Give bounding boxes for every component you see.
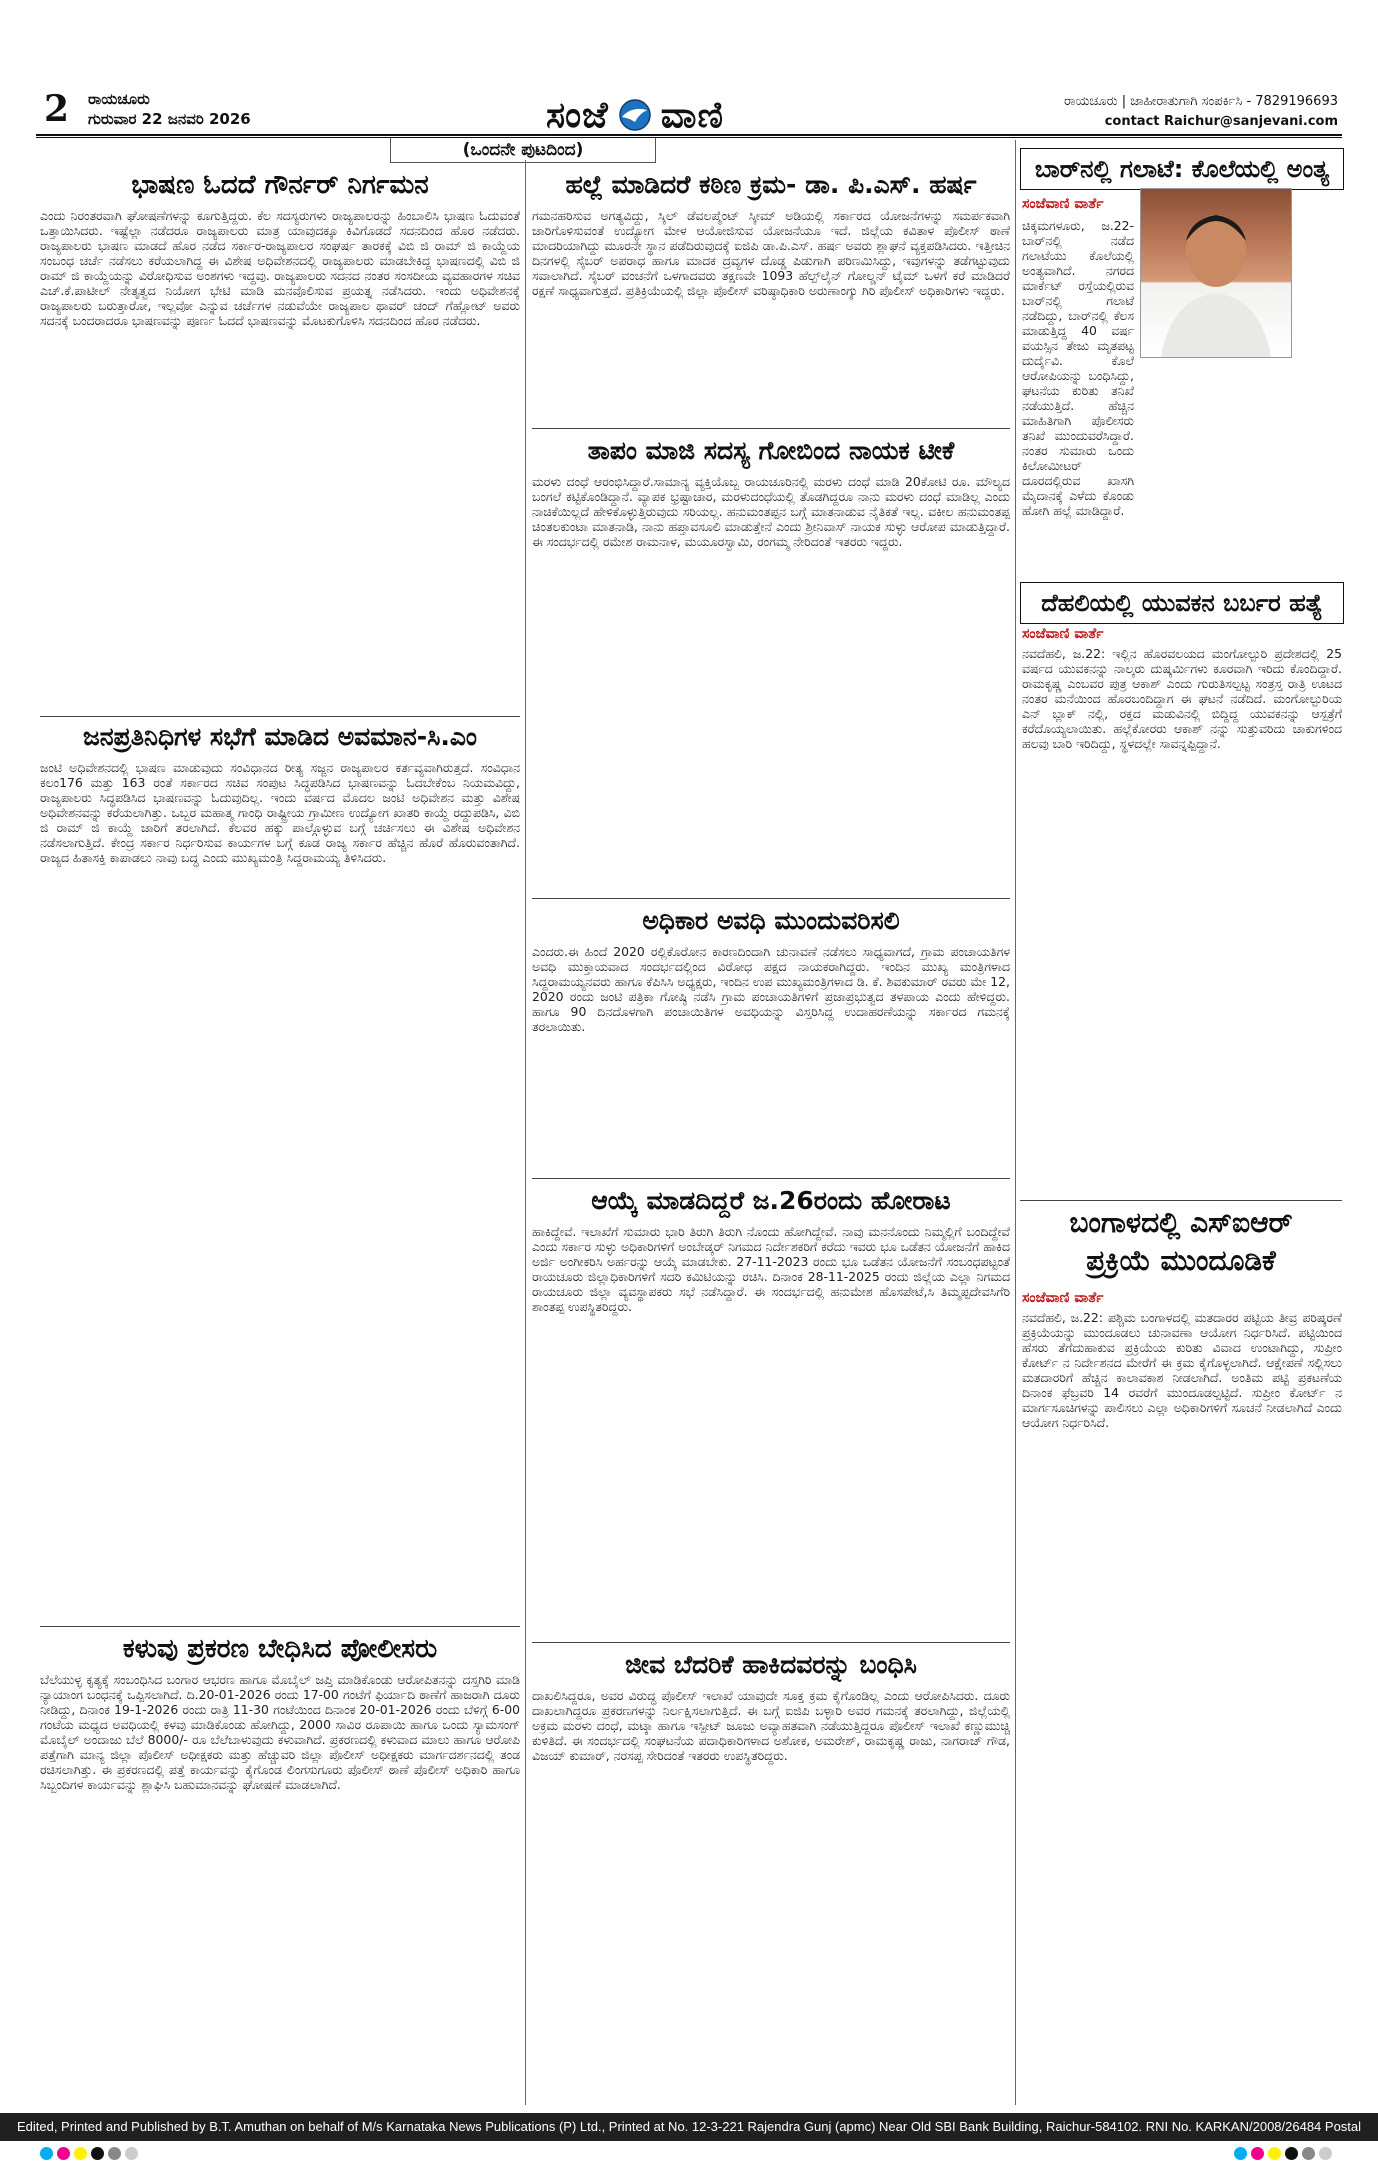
article-bengal-sir-body: ನವದೆಹಲಿ, ಜ.22: ಪಶ್ಚಿಮ ಬಂಗಾಳದಲ್ಲಿ ಮತದಾರರ ಪಟ್ಟಿಯ ತೀವ್ರ ಪರಿಷ್ಕರಣೆ ಪ್ರಕ್ರಿಯೆಯನ್ನು ಮುಂದೂಡಲು ಚುನಾವಣಾ ಆಯೋಗ ನಿರ್ಧರಿಸಿದೆ. ಪಟ್ಟಿಯಿಂದ ಹೆಸರು ತೆಗೆದುಹಾಕುವ ಪ್ರಕ್ರಿಯೆಯ ಕುರಿತು ವಿವಾದ ಉಂಟಾಗಿದ್ದು, ಸುಪ್ರೀಂ ಕೋರ್ಟ್ ನ ನಿರ್ದೇಶನದ ಮೇರೆಗೆ ಈ ಕ್ರಮ ಕೈಗೊಳ್ಳಲಾಗಿದೆ. ಆಕ್ಷೇಪಣೆ ಸಲ್ಲಿಸಲು ಮತದಾರರಿಗೆ ಹೆಚ್ಚಿನ ಕಾಲಾವಕಾಶ ನೀಡಲಾಗಿದೆ. ಅಂತಿಮ ಪಟ್ಟಿ ಪ್ರಕಟಣೆಯ ದಿನಾಂಕ ಫೆಬ್ರವರಿ 14 ರವರೆಗೆ ಮುಂದೂಡಲ್ಪಟ್ಟಿದೆ. ಸುಪ್ರೀಂ ಕೋರ್ಟ್ ನ ಮಾರ್ಗಸೂಚಿಗಳನ್ನು ಪಾಲಿಸಲು ಎಲ್ಲಾ ಅಧಿಕಾರಿಗಳಿಗೆ ಸೂಚನೆ ನೀಡಲಾಗಿದೆ ಎಂದು ಆಯೋಗ ನಿರ್ಧರಿಸಿದೆ. (1022, 1310, 1342, 1430)
column-rule-1 (525, 160, 526, 2105)
headline-assault-action: ಹಲ್ಲೆ ಮಾಡಿದರೆ ಕಠಿಣ ಕ್ರಮ- ಡಾ. ಪಿ.ಎಸ್. ಹರ್ಷ (565, 170, 977, 199)
imprint-footer: Edited, Printed and Published by B.T. Amuthan on behalf of M/s Karnataka News Publications (P) Ltd., Printed at No. 12-3-221 Rajendra Gunj (apmc) Near Old SBI Bank Building, Raichur-584102. RNI No. KARKAN/2008/26484 Postal Regd No. 52/2012-2014 (0, 2113, 1378, 2141)
logo-left-text: ಸಂಜೆ (545, 93, 609, 136)
logo-right-text: ವಾಣಿ (660, 93, 724, 136)
light-grey-dot (1319, 2147, 1332, 2160)
headline-gobinda-nayak: ತಾಪಂ ಮಾಜಿ ಸದಸ್ಯ ಗೋಬಿಂದ ನಾಯಕ ಟೀಕೆ (587, 436, 955, 465)
person-portrait-icon (1141, 189, 1291, 357)
grey-dot (108, 2147, 121, 2160)
article-governor-exit-body: ಎಂದು ನಿರಂತರವಾಗಿ ಘೋಷಣೆಗಳನ್ನು ಕೂಗುತ್ತಿದ್ದರು. ಕೆಲ ಸದಸ್ಯರುಗಳು ರಾಜ್ಯಪಾಲರನ್ನು ಹಿಂಬಾಲಿಸಿ ಭಾಷಣ ಓದುವಂತೆ ಒತ್ತಾಯಿಸಿದರು. ಇಷ್ಟೆಲ್ಲಾ ನಡೆದರೂ ರಾಜ್ಯಪಾಲರು ಮಾತ್ರ ಯಾವುದಕ್ಕೂ ಕಿವಿಗೊಡದೆ ಸದನದಿಂದ ಹೊರ ನಡೆದರು. ರಾಜ್ಯಪಾಲರು ಭಾಷಣ ಮಾಡದೆ ಹೊರ ನಡೆದ ಸರ್ಕಾರ-ರಾಜ್ಯಪಾಲರ ಸಂಘರ್ಷ ತಾರಕಕ್ಕೆ ವಿಬಿ ಜಿ ರಾಮ್ ಜಿ ಕಾಯ್ದೆಯ ಸಂಬಂಧ ಚರ್ಚೆ ನಡೆಸಲು ಕರೆಯಲಾಗಿದ್ದ ಈ ವಿಶೇಷ ಅಧಿವೇಶನದಲ್ಲಿ ರಾಜ್ಯಪಾಲರು ಮಾಡಬೇಕಿದ್ದ ಭಾಷಣದಲ್ಲಿ ವಿಬಿ ಜಿ ರಾಮ್ ಜಿ ಕಾಯ್ದೆಯನ್ನು ವಿರೋಧಿಸುವ ಅಂಶಗಳು ಇದ್ದವು. ರಾಜ್ಯಪಾಲರು ಸದನದ ನಂತರ ಸಂಸದೀಯ ವ್ಯವಹಾರಗಳ ಸಚಿವ ಎಚ್.ಕೆ.ಪಾಟೀಲ್ ನೇತೃತ್ವದ ನಿಯೋಗ ಭೇಟಿ ಮಾಡಿ ಮನವೊಲಿಸುವ ಪ್ರಯತ್ನ ನಡೆಸಿದರು. ಇಂದು ಅಧಿವೇಶನಕ್ಕೆ ರಾಜ್ಯಪಾಲರು ಬರುತ್ತಾರೋ, ಇಲ್ಲವೋ ಎನ್ನುವ ಚರ್ಚೆಗಳ ನಡುವೆಯೇ ರಾಜ್ಯಪಾಲ ಥಾವರ್ ಚಂದ್ ಗೆಹ್ಲೋಟ್ ಅವರು ಸದನಕ್ಕೆ ಬಂದರಾದರೂ ಭಾಷಣವನ್ನು ಪೂರ್ಣ ಓದದೆ ಭಾಷಣವನ್ನು ಮೊಟಕುಗೊಳಿಸಿ ಸದನದಿಂದ ಹೊರ ನಡೆದರು. (40, 208, 520, 328)
yellow-dot (1268, 2147, 1281, 2160)
headline-bengal-sir-line2: ಪ್ರಕ್ರಿಯೆ ಮುಂದೂಡಿಕೆ (1086, 1244, 1276, 1277)
byline-sanjevani: ಸಂಜೆವಾಣಿ ವಾರ್ತೆ (1022, 626, 1104, 642)
dove-globe-icon (613, 98, 657, 132)
advert-contact: ರಾಯಚೂರು | ಜಾಹೀರಾತುಗಾಗಿ ಸಂಪರ್ಕಿಸಿ - 7829196693 (1064, 94, 1338, 109)
section-divider (532, 898, 1010, 899)
section-divider (532, 1642, 1010, 1643)
headline-theft-case: ಕಳುವು ಪ್ರಕರಣ ಬೇಧಿಸಿದ ಪೋಲೀಸರು (122, 1634, 438, 1664)
masthead-rule-thin (36, 137, 1342, 138)
article-protest-jan26-body: ಹಾಕಿದ್ದೇವೆ. ಇಲಾಖೆಗೆ ಸುಮಾರು ಭಾರಿ ತಿರುಗಿ ತಿರುಗಿ ನೊಂದು ಹೋಗಿದ್ದೇವೆ. ನಾವು ಮನನೊಂದು ನಿಮ್ಮಲ್ಲಿಗೆ ಬಂದಿದ್ದೇವೆ ಎಂದು ಸರ್ಕಾರ ಸುಳ್ಳು ಅಧಿಕಾರಿಗಳಿಗೆ ಅಂಬೇಡ್ಕರ್ ನಿಗಮದ ನಿರ್ದೇಶಕರಿಗೆ ಕರೆದು ಇವರು ಭೂ ಒಡೆತನ ಯೋಜನೆಗೆ ಹಾಕಿದ ಅರ್ಜಿ ಅಂಗೀಕರಿಸಿ ಅರ್ಹರನ್ನು ಆಯ್ಕೆ ಮಾಡಬೇಕು. 27-11-2023 ರಂದು ಭೂ ಒಡೆತನ ಯೋಜನೆಗೆ ಸಂಬಂಧಪಟ್ಟಂತೆ ರಾಯಚೂರು ಜಿಲ್ಲಾಧಿಕಾರಿಗಳಿಗೆ ಸದರಿ ಕಮಿಟಿಯನ್ನು ರಚಿಸಿ. ದಿನಾಂಕ 28-11-2025 ರಂದು ಜಿಲ್ಲೆಯ ಎಲ್ಲಾ ನಿಗಮದ ರಾಯಚೂರು ಜಿಲ್ಲಾ ವ್ಯವಸ್ಥಾಪಕರು ಸಭೆ ನಡೆಸಿದ್ದಾರೆ. ಈ ಸಂದರ್ಭದಲ್ಲಿ ಹನುಮೇಶ ಹೊಸಪೇಟೆ,ಸಿ ತಿಮ್ಮಪ್ಪದೇವಸಿಗೆರಿ ಶಾಂತಪ್ಪ ಉಪಸ್ಥಿತರಿದ್ದರು. (532, 1224, 1010, 1314)
headline-bengal-sir-line1: ಬಂಗಾಳದಲ್ಲಿ ಎಸ್‌ಐಆರ್ (1069, 1206, 1293, 1239)
headline-cm-insult: ಜನಪ್ರತಿನಿಧಿಗಳ ಸಭೆಗೆ ಮಾಡಿದ ಅವಮಾನ-ಸಿ.ಎಂ (82, 722, 477, 751)
article-gobinda-nayak-body: ಮರಳು ದಂಧೆ ಆರಂಭಿಸಿದ್ದಾರೆ.ಸಾಮಾನ್ಯ ವ್ಯಕ್ತಿಯೊಬ್ಬ ರಾಯಚೂರಿನಲ್ಲಿ ಮರಳು ದಂಧೆ ಮಾಡಿ 20ಕೋಟಿ ರೂ. ಮೌಲ್ಯದ ಬಂಗಲೆ ಕಟ್ಟಿಕೊಂಡಿದ್ದಾನೆ. ವ್ಯಾಪಕ ಭ್ರಷ್ಟಾಚಾರ, ಮರಳುದಂಧೆಯಲ್ಲಿ ತೊಡಗಿದ್ದರೂ ನಾನು ಮರಳು ದಂಧೆ ಮಾಡಿಲ್ಲ ಎಂದು ನಾಚಿಕೆಯಿಲ್ಲದೆ ಹೇಳಿಕೊಳ್ಳುತ್ತಿರುವುದು ಸರಿಯಲ್ಲ. ಹನುಮಂತಪ್ಪನ ಬಗ್ಗೆ ಮಾತನಾಡುವ ನೈತಿಕತೆ ಇಲ್ಲ. ವಕೀಲ ಹನುಮಂತಪ್ಪ ಚಿಂತಲಕುಂಟಾ ಮಾತನಾಡಿ, ನಾನು ಹಪ್ತಾವಸೂಲಿ ಮಾಡುತ್ತೇನೆ ಎಂದು ಶ್ರೀನಿವಾಸ್ ನಾಯಕ ಸುಳ್ಳು ಆರೋಪ ಮಾಡುತ್ತಿದ್ದಾರೆ. ಈ ಸಂದರ್ಭದಲ್ಲಿ ರಮೇಶ ರಾಮನಾಳ, ಮಯೂರಸ್ವಾಮಿ, ರಂಗಮ್ಮ ನೇರಿದಂತೆ ಇತರರು ಇದ್ದರು. (532, 474, 1010, 549)
victim-photo (1140, 188, 1292, 358)
headline-term-extension: ಅಧಿಕಾರ ಅವಧಿ ಮುಂದುವರಿಸಲಿ (642, 906, 900, 935)
column-rule-2 (1015, 140, 1016, 2105)
article-cm-insult-body: ಜಂಟಿ ಅಧಿವೇಶನದಲ್ಲಿ ಭಾಷಣ ಮಾಡುವುದು ಸಂವಿಧಾನದ ರೀತ್ಯ ಸಜ್ಜನ ರಾಜ್ಯಪಾಲರ ಕರ್ತವ್ಯವಾಗಿರುತ್ತದೆ. ಸಂವಿಧಾನ ಕಲಂ176 ಮತ್ತು 163 ರಂತೆ ಸರ್ಕಾರದ ಸಚಿವ ಸಂಪುಟ ಸಿದ್ಧಪಡಿಸಿದ ಭಾಷಣವನ್ನು ಓದಬೇಕೆಂಬ ನಿಯಮವಿದ್ದು, ರಾಜ್ಯಪಾಲರು ಸಿದ್ಧಪಡಿಸಿದ ಭಾಷಣವನ್ನು ಓದುವುದಿಲ್ಲ. ಇಂದು ವರ್ಷದ ಮೊದಲ ಜಂಟಿ ಅಧಿವೇಶನ ಮತ್ತು ವಿಶೇಷ ಅಧಿವೇಶನವನ್ನು ಕರೆಯಲಾಗಿತ್ತು. ಒಬ್ಬರ ಮಹಾತ್ಮ ಗಾಂಧಿ ರಾಷ್ಟ್ರೀಯ ಗ್ರಾಮೀಣ ಉದ್ಯೋಗ ಖಾತರಿ ಕಾಯ್ದೆ ರದ್ದುಪಡಿಸಿ, ವಿಬಿ ಜಿ ರಾಮ್ ಜಿ ಕಾಯ್ದೆ ಜಾರಿಗೆ ತರಲಾಗಿದೆ. ಕೆಲವರ ಹಕ್ಕು ಪಾಲ್ಗೊಳ್ಳುವ ಬಗ್ಗೆ ಚರ್ಚಿಸಲು ಈ ವಿಶೇಷ ಅಧಿವೇಶನ ನಡೆಸಲಾಗುತ್ತಿದೆ. ಕೇಂದ್ರ ಸರ್ಕಾರ ನಿರ್ಧರಿಸುವ ಕಾರ್ಯಗಳ ಬಗ್ಗೆ ಕೂಡ ರಾಜ್ಯ ಸರ್ಕಾರ ಹೆಚ್ಚಿನ ಹೊರೆ ಹೊರುವಂತಾಗಿದೆ. ರಾಜ್ಯದ ಹಿತಾಸಕ್ತಿ ಕಾಪಾಡಲು ನಾವು ಬದ್ಧ ಎಂದು ಮುಖ್ಯಮಂತ್ರಿ ಸಿದ್ದರಾಮಯ್ಯ ತಿಳಿಸಿದರು. (40, 760, 520, 865)
registration-marks-right (1234, 2147, 1332, 2161)
headline-death-threat: ಜೀವ ಬೆದರಿಕೆ ಹಾಕಿದವರನ್ನು ಬಂಧಿಸಿ (625, 1650, 917, 1679)
black-dot (91, 2147, 104, 2160)
headline-bar-brawl: ಬಾರ್‌ನಲ್ಲಿ ಗಲಾಟೆ: ಕೊಲೆಯಲ್ಲಿ ಅಂತ್ಯ (1020, 148, 1344, 190)
section-divider (532, 1178, 1010, 1179)
email-contact[interactable]: contact Raichur@sanjevani.com (1104, 114, 1338, 129)
magenta-dot (57, 2147, 70, 2160)
newspaper-logo (470, 92, 800, 138)
masthead-rule (36, 134, 1342, 136)
article-theft-case-body: ಬೆಲೆಯುಳ್ಳ ಕೃತ್ಯಕ್ಕೆ ಸಂಬಂಧಿಸಿದ ಬಂಗಾರ ಆಭರಣ ಹಾಗೂ ಮೊಬೈಲ್ ಜಪ್ತಿ ಮಾಡಿಕೊಂಡು ಆರೋಪಿತನನ್ನು ದಸ್ತಗಿರಿ ಮಾಡಿ ನ್ಯಾಯಾಂಗ ಬಂಧನಕ್ಕೆ ಒಪ್ಪಿಸಲಾಗಿದೆ. ದಿ.20-01-2026 ರಂದು 17-00 ಗಂಟೆಗೆ ಫಿರ್ಯಾದಿ ಠಾಣೆಗೆ ಹಾಜರಾಗಿ ದೂರು ನೀಡಿದ್ದು, ದಿನಾಂಕ 19-1-2026 ರಂದು ರಾತ್ರಿ 11-30 ಗಂಟೆಯಿಂದ ದಿನಾಂಕ 20-01-2026 ರಂದು ಬೆಳಿಗ್ಗೆ 6-00 ಗಂಟೆಯ ಮಧ್ಯದ ಅವಧಿಯಲ್ಲಿ ಕಳವು ಮಾಡಿಕೊಂಡು ಹೋಗಿದ್ದು, 2000 ಸಾವಿರ ರೂಪಾಯಿ ಹಾಗೂ ಒಂದು ಸ್ಯಾಮಸಂಗ್ ಮೊಬೈಲ್ ಅಂದಾಜು ಬೆಲೆ 8000/- ರೂ ಬೆಲೆಬಾಳುವುದು ಕಳುವಾಗಿದೆ. ಪ್ರಕರಣದಲ್ಲಿ ಕಳುವಾದ ಮಾಲು ಹಾಗೂ ಆರೋಪಿ ಪತ್ತೆಗಾಗಿ ಮಾನ್ಯ ಜಿಲ್ಲಾ ಪೊಲೀಸ್ ಅಧೀಕ್ಷಕರು ಮತ್ತು ಹೆಚ್ಚುವರಿ ಜಿಲ್ಲಾ ಪೊಲೀಸ್ ಅಧೀಕ್ಷಕರು ಮಾರ್ಗದರ್ಶನದಲ್ಲಿ ತಂಡ ರಚಿಸಲಾಗಿತ್ತು. ಈ ಪ್ರಕರಣದಲ್ಲಿ ಪತ್ತೆ ಕಾರ್ಯವನ್ನು ಕೈಗೊಂಡ ಲಿಂಗಸುಗೂರು ಪೊಲೀಸ್ ಠಾಣೆ ಪೊಲೀಸ್ ಅಧಿಕಾರಿ ಹಾಗೂ ಸಿಬ್ಬಂದಿಗಳ ಕಾರ್ಯವನ್ನು ಶ್ಲಾಘಿಸಿ ಬಹುಮಾನವನ್ನು ಘೋಷಣೆ ಮಾಡಲಾಗಿದೆ. (40, 1672, 520, 1792)
district-label: ರಾಯಚೂರು (88, 90, 150, 108)
continued-from-front-label: (ಒಂದನೇ ಪುಟದಿಂದ) (390, 138, 656, 163)
registration-marks-left (40, 2147, 138, 2161)
black-dot (1285, 2147, 1298, 2160)
article-bar-brawl-body: ಚಿಕ್ಕಮಗಳೂರು, ಜ.22- ಬಾರ್‌ನಲ್ಲಿ ನಡೆದ ಗಲಾಟೆಯು ಕೊಲೆಯಲ್ಲಿ ಅಂತ್ಯವಾಗಿದೆ. ನಗರದ ಮಾರ್ಕೆಟ್ ರಸ್ತೆಯಲ್ಲಿರುವ ಬಾರ್‌ನಲ್ಲಿ ಗಲಾಟೆ ನಡೆದಿದ್ದು, ಬಾರ್‌ನಲ್ಲಿ ಕೆಲಸ ಮಾಡುತ್ತಿದ್ದ 40 ವರ್ಷ ವಯಸ್ಸಿನ ತೇಜು ಮೃತಪಟ್ಟ ದುರ್ದೈವಿ. ಕೊಲೆ ಆರೋಪಿಯನ್ನು ಬಂಧಿಸಿದ್ದು, ಘಟನೆಯ ಕುರಿತು ತನಿಖೆ ನಡೆಯುತ್ತಿದೆ. ಹೆಚ್ಚಿನ ಮಾಹಿತಿಗಾಗಿ ಪೊಲೀಸರು ತನಿಖೆ ಮುಂದುವರೆಸಿದ್ದಾರೆ. ನಂತರ ಸುಮಾರು ಒಂದು ಕಿಲೋಮೀಟರ್ ದೂರದಲ್ಲಿರುವ ಖಾಸಗಿ ಮೈದಾನಕ್ಕೆ ಎಳೆದು ಕೊಂಡು ಹೋಗಿ ಹಲ್ಲೆ ಮಾಡಿದ್ದಾರೆ. (1022, 218, 1134, 518)
section-divider (40, 1626, 520, 1627)
headline-governor-exit: ಭಾಷಣ ಓದದೆ ಗೌರ್ನರ್ ನಿರ್ಗಮನ (131, 170, 429, 200)
light-grey-dot (125, 2147, 138, 2160)
grey-dot (1302, 2147, 1315, 2160)
article-assault-action-body: ಗಮನಹರಿಸುವ ಅಗತ್ಯವಿದ್ದು, ಸ್ಕಿಲ್ ಡೆವಲಪ್ಮೆಂಟ್ ಸ್ಕೀಮ್ ಅಡಿಯಲ್ಲಿ ಸರ್ಕಾರದ ಯೋಜನೆಗಳನ್ನು ಸಮರ್ಪಕವಾಗಿ ಜಾರಿಗೊಳಿಸುವಂತೆ ಉದ್ಯೋಗ ಮೇಳ ಆಯೋಜಿಸುವ ಯೋಜನೆಯೂ ಇದೆ. ಜಿಲ್ಲೆಯ ಕವಿತಾಳ ಪೊಲೀಸ್ ಠಾಣೆ ಮಾದರಿಯಾಗಿದ್ದು ಮೂರನೇ ಸ್ಥಾನ ಪಡೆದಿರುವುದಕ್ಕೆ ಐಜಿಪಿ ಡಾ.ಪಿ.ಎಸ್. ಹರ್ಷ ಅವರು ಶ್ಲಾಘನೆ ವ್ಯಕ್ತಪಡಿಸಿದರು. ಇತ್ತೀಚಿನ ದಿನಗಳಲ್ಲಿ ಸೈಬರ್ ಅಪರಾಧ ಹಾಗೂ ಮಾದಕ ದ್ರವ್ಯಗಳ ದೊಡ್ಡ ಪಿಡುಗಾಗಿ ಪರಿಣಮಿಸಿದ್ದು, ಇವುಗಳನ್ನು ತಡೆಗಟ್ಟುವುದು ಸವಾಲಾಗಿದೆ. ಸೈಬರ್ ವಂಚನೆಗೆ ಒಳಗಾದವರು ತಕ್ಷಣವೇ 1093 ಹೆಲ್ಪ್‌ಲೈನ್ ಗೋಲ್ಡನ್ ಟೈಮ್ ಒಳಗೆ ಕರೆ ಮಾಡಿದರೆ ರಕ್ಷಣೆ ಸಾಧ್ಯವಾಗುತ್ತದೆ. ಪ್ರತಿಕ್ರಿಯೆಯಲ್ಲಿ ಜಿಲ್ಲಾ ಪೊಲೀಸ್ ವರಿಷ್ಠಾಧಿಕಾರಿ ಅರುಣಾಂಗ್ಶು ಗಿರಿ ಪೊಲೀಸ್ ಅಧಿಕಾರಿಗಳು ಇದ್ದರು. (532, 208, 1010, 298)
headline-delhi-murder: ದೆಹಲಿಯಲ್ಲಿ ಯುವಕನ ಬರ್ಬರ ಹತ್ಯೆ (1020, 582, 1344, 624)
cyan-dot (40, 2147, 53, 2160)
cyan-dot (1234, 2147, 1247, 2160)
page-number: 2 (44, 88, 70, 130)
magenta-dot (1251, 2147, 1264, 2160)
section-divider (1020, 1200, 1342, 1201)
section-divider (532, 428, 1010, 429)
yellow-dot (74, 2147, 87, 2160)
dateline: ಗುರುವಾರ 22 ಜನವರಿ 2026 (88, 110, 251, 128)
byline-sanjevani: ಸಂಜೆವಾಣಿ ವಾರ್ತೆ (1022, 196, 1104, 212)
byline-sanjevani: ಸಂಜೆವಾಣಿ ವಾರ್ತೆ (1022, 1290, 1104, 1306)
section-divider (40, 716, 520, 717)
article-death-threat-body: ದಾಖಲಿಸಿದ್ದರೂ, ಅವರ ವಿರುದ್ಧ ಪೊಲೀಸ್ ಇಲಾಖೆ ಯಾವುದೇ ಸೂಕ್ತ ಕ್ರಮ ಕೈಗೊಂಡಿಲ್ಲ ಎಂದು ಆರೋಪಿಸಿದರು. ದೂರು ದಾಖಲಾಗಿದ್ದರೂ ಪ್ರಕರಣಗಳನ್ನು ನಿರ್ಲಕ್ಷಿಸಲಾಗುತ್ತಿದೆ. ಈ ಬಗ್ಗೆ ಐಜಿಪಿ ಬಳ್ಳಾರಿ ಅವರ ಗಮನಕ್ಕೆ ತರಲಾಗಿದ್ದು, ಜಿಲ್ಲೆಯಲ್ಲಿ ಅಕ್ರಮ ಮರಳು ದಂಧೆ, ಮಟ್ಕಾ ಹಾಗೂ ಇಸ್ಪೀಟ್ ಜೂಜು ಅವ್ಯಾಹತವಾಗಿ ನಡೆಯುತ್ತಿದ್ದರೂ ಪೊಲೀಸ್ ಇಲಾಖೆ ಕಣ್ಣುಮುಚ್ಚಿ ಕುಳಿತಿದೆ. ಈ ಸಂದರ್ಭದಲ್ಲಿ ಸಂಘಟನೆಯ ಪದಾಧಿಕಾರಿಗಳಾದ ಅಶೋಕ, ಅಮರೇಶ್, ರಾಮಕೃಷ್ಣ ರಾಜು, ನಾಗರಾಜ್ ಗೌಡ, ವಿಜಯ್ ಕುಮಾರ್, ನರಸಪ್ಪ ಸೇರಿದಂತೆ ಇತರರು ಉಪಸ್ಥಿತರಿದ್ದರು. (532, 1688, 1010, 1763)
article-term-extension-body: ಎಂದರು.ಈ ಹಿಂದೆ 2020 ರಲ್ಲಿಕೊರೋನ ಕಾರಣದಿಂದಾಗಿ ಚುನಾವಣೆ ನಡೆಸಲು ಸಾಧ್ಯವಾಗದೆ, ಗ್ರಾಮ ಪಂಚಾಯತಿಗಳ ಅವಧಿ ಮುಕ್ತಾಯವಾದ ಸಂದರ್ಭದಲ್ಲಿಂದ ವಿರೋಧ ಪಕ್ಷದ ನಾಯಕರಾಗಿದ್ದರು. ಇಂದಿನ ಮುಖ್ಯ ಮಂತ್ರಿಗಳಾದ ಸಿದ್ದರಾಮಯ್ಯನವರು ಹಾಗೂ ಕೆಪಿಸಿಸಿ ಅಧ್ಯಕ್ಷರು, ಇಂದಿನ ಉಪ ಮುಖ್ಯಮಂತ್ರಿಗಳಾದ ಡಿ. ಕೆ. ಶಿವಕುಮಾರ್ ರವರು ಮೇ 12, 2020 ರಂದು ಜಂಟಿ ಪತ್ರಿಕಾ ಗೋಷ್ಠಿ ನಡೆಸಿ ಗ್ರಾಮ ಪಂಚಾಯತಿಗಳಿಗೆ ಪ್ರಜಾಪ್ರಭುತ್ವದ ತಳಪಾಯ ಎಂದು ಹೇಳಿದ್ದರು. ಹಾಗೂ 90 ದಿನದೊಳಗಾಗಿ ಪಂಚಾಯಿತಿಗಳ ಅವಧಿಯನ್ನು ವಿಸ್ತರಿಸಿದ್ದ ಉದಾಹರಣೆಯನ್ನು ಸರ್ಕಾರದ ಗಮನಕ್ಕೆ ತರಲಾಯಿತು. (532, 944, 1010, 1034)
headline-protest-jan26: ಆಯ್ಕೆ ಮಾಡದಿದ್ದರೆ ಜ.26ರಂದು ಹೋರಾಟ (591, 1186, 951, 1215)
article-delhi-murder-body: ನವದೆಹಲಿ, ಜ.22: ಇಲ್ಲಿನ ಹೊರವಲಯದ ಮಂಗೋಲ್ಪುರಿ ಪ್ರದೇಶದಲ್ಲಿ 25 ವರ್ಷದ ಯುವಕನನ್ನು ನಾಲ್ಕರು ದುಷ್ಕರ್ಮಿಗಳು ಕೂರವಾಗಿ ಇರಿದು ಕೊಂದಿದ್ದಾರೆ. ರಾಮಕೃಷ್ಣ ಎಂಬವರ ಪುತ್ರ ಆಕಾಶ್ ಎಂದು ಗುರುತಿಸಲ್ಪಟ್ಟ ಸಂತ್ರಸ್ತ ರಾತ್ರಿ ಊಟದ ನಂತರ ಮನೆಯಿಂದ ಹೊರಬಂದಿದ್ದಾಗ ಈ ಘಟನೆ ನಡೆದಿದೆ. ಮಂಗೋಲ್ಪುರಿಯ ಎನ್ ಬ್ಲಾಕ್ ನಲ್ಲಿ, ರಕ್ತದ ಮಡುವಿನಲ್ಲಿ ಬಿದ್ದಿದ್ದ ಯುವಕನನ್ನು ಆಸ್ಪತ್ರೆಗೆ ಕರೆದೊಯ್ಯಲಾಯಿತು. ಹಲ್ಲೆಕೋರರು ಆಕಾಶ್ ನನ್ನು ಸುತ್ತುವರಿದು ಚಾಕುಗಳಿಂದ ಹಲವು ಬಾರಿ ಇರಿದಿದ್ದು, ಸ್ಥಳದಲ್ಲೇ ಸಾವನ್ನಪ್ಪಿದ್ದಾನೆ. (1022, 646, 1342, 751)
